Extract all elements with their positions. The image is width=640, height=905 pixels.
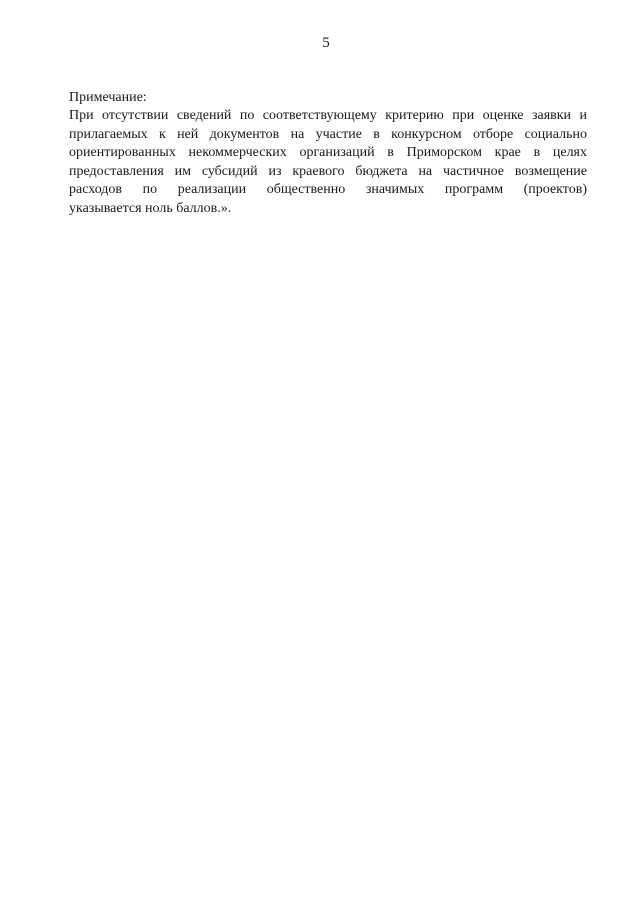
note-line: При отсутствии сведений по соответствующему критерию при оценке заявки и xyxy=(69,108,587,123)
note-section xyxy=(69,89,587,219)
note-line: расходов по реализации общественно значимых программ (проектов) xyxy=(69,182,587,198)
note-line: ориентированных некоммерческих организаций в Приморском крае в целях xyxy=(69,145,587,161)
note-line: предоставления им субсидий из краевого бюджета на частичное возмещение xyxy=(69,163,587,179)
note-line: указывается ноль баллов.». xyxy=(69,200,232,216)
note-line: прилагаемых к ней документов на участие в конкурсном отборе социально xyxy=(69,126,587,142)
note-title: Примечание: xyxy=(69,90,147,105)
note-body xyxy=(69,107,587,219)
page-number: 5 xyxy=(322,35,330,51)
